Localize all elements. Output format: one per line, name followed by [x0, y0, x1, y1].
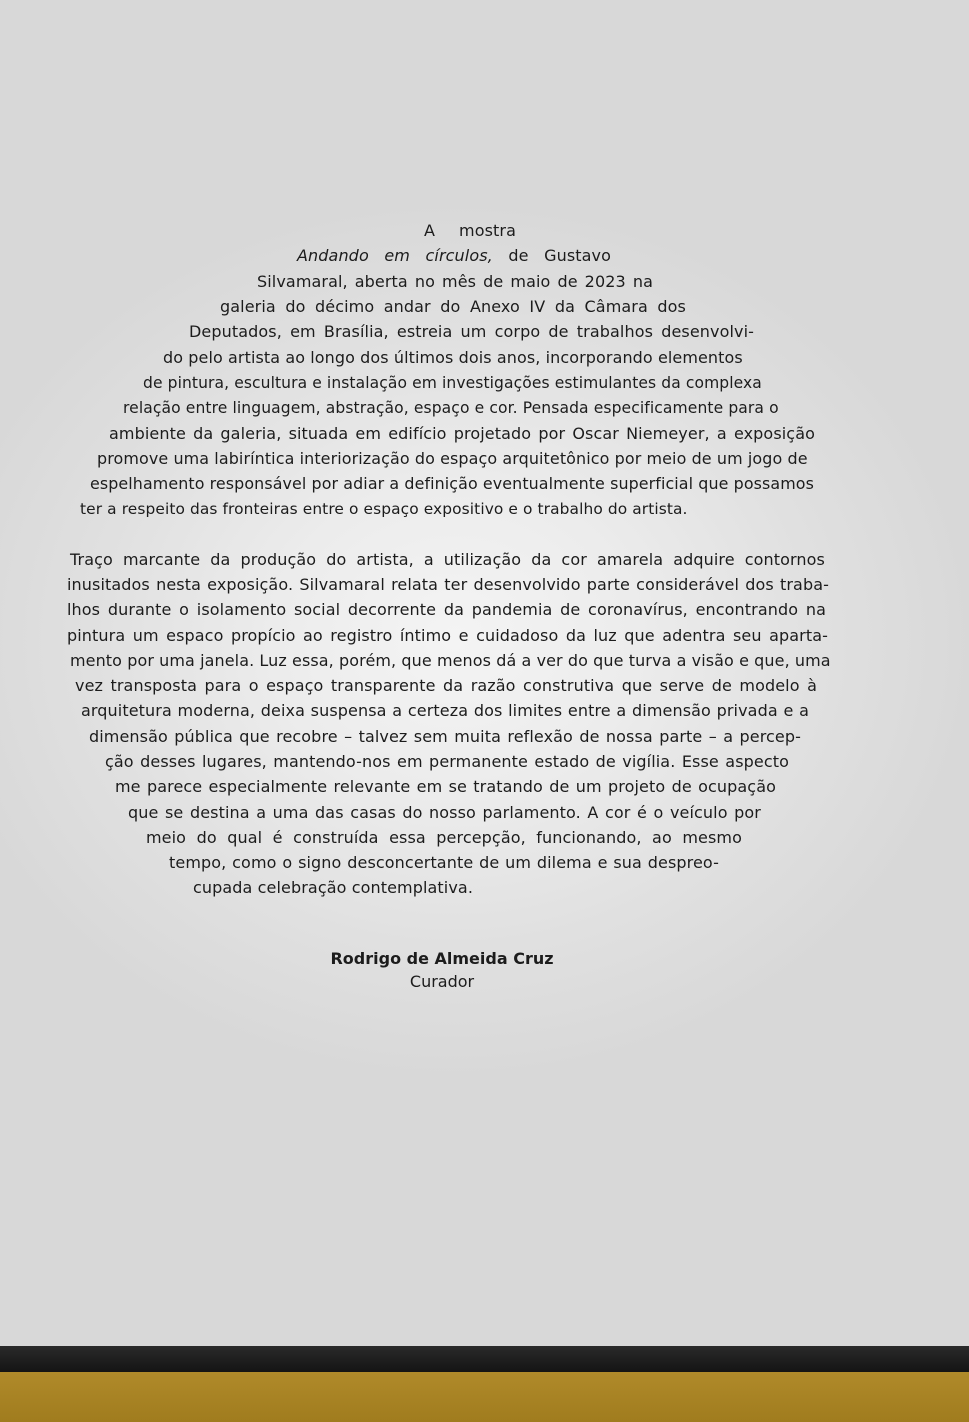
text-line: relação entre linguagem, abstração, espaço e cor. Pensada especificamente para o	[123, 399, 779, 417]
text-line: de pintura, escultura e instalação em investigações estimulantes da complexa	[143, 374, 762, 392]
text-line: meio do qual é construída essa percepção, funcionando, ao mesmo	[146, 828, 742, 847]
text-line: vez transposta para o espaço transparente da razão construtiva que serve de modelo à	[75, 676, 817, 695]
text-line: inusitados nesta exposição. Silvamaral relata ter desenvolvido parte considerável dos traba-	[67, 575, 829, 594]
text-line: Silvamaral, aberta no mês de maio de 2023 na	[257, 272, 653, 291]
text-line: do pelo artista ao longo dos últimos dois anos, incorporando elementos	[163, 348, 743, 367]
text-line: ambiente da galeria, situada em edifício projetado por Oscar Niemeyer, a exposição	[109, 424, 815, 443]
text-line: que se destina a uma das casas do nosso parlamento. A cor é o veículo por	[128, 803, 761, 822]
curator-name: Rodrigo de Almeida Cruz	[330, 949, 554, 968]
text-line: Deputados, em Brasília, estreia um corpo de trabalhos desenvolvi-	[189, 322, 754, 341]
text-line: me parece especialmente relevante em se tratando de um projeto de ocupação	[115, 777, 776, 796]
floor	[0, 1372, 969, 1422]
text-line: Traço marcante da produção do artista, a utilização da cor amarela adquire contornos	[70, 550, 825, 569]
text-line	[297, 246, 611, 266]
text-fragment: de Gustavo	[492, 246, 611, 265]
curator-role: Curador	[409, 972, 475, 991]
baseboard	[0, 1346, 969, 1372]
text-line: mento por uma janela. Luz essa, porém, que menos dá a ver do que turva a visão e que, uma	[70, 651, 831, 670]
text-line: ção desses lugares, mantendo-nos em permanente estado de vigília. Esse aspecto	[105, 752, 789, 771]
text-line: espelhamento responsável por adiar a definição eventualmente superficial que possamos	[90, 474, 814, 493]
text-line: arquitetura moderna, deixa suspensa a certeza dos limites entre a dimensão privada e a	[81, 701, 809, 720]
text-line: dimensão pública que recobre – talvez sem muita reflexão de nossa parte – a percep-	[89, 727, 801, 746]
text-line: A mostra	[424, 221, 516, 240]
text-line: lhos durante o isolamento social decorrente da pandemia de coronavírus, encontrando na	[67, 600, 826, 619]
text-line: ter a respeito das fronteiras entre o espaço expositivo e o trabalho do artista.	[80, 500, 688, 518]
text-line: pintura um espaco propício ao registro íntimo e cuidadoso da luz que adentra seu aparta-	[67, 626, 828, 645]
text-line: promove uma labiríntica interiorização do espaço arquitetônico por meio de um jogo de	[97, 449, 808, 468]
text-line: tempo, como o signo desconcertante de um dilema e sua despreo-	[169, 853, 719, 872]
exhibition-title: Andando em círculos,	[297, 246, 493, 265]
text-line: cupada celebração contemplativa.	[193, 878, 474, 897]
text-line: galeria do décimo andar do Anexo IV da Câmara dos	[220, 297, 686, 316]
